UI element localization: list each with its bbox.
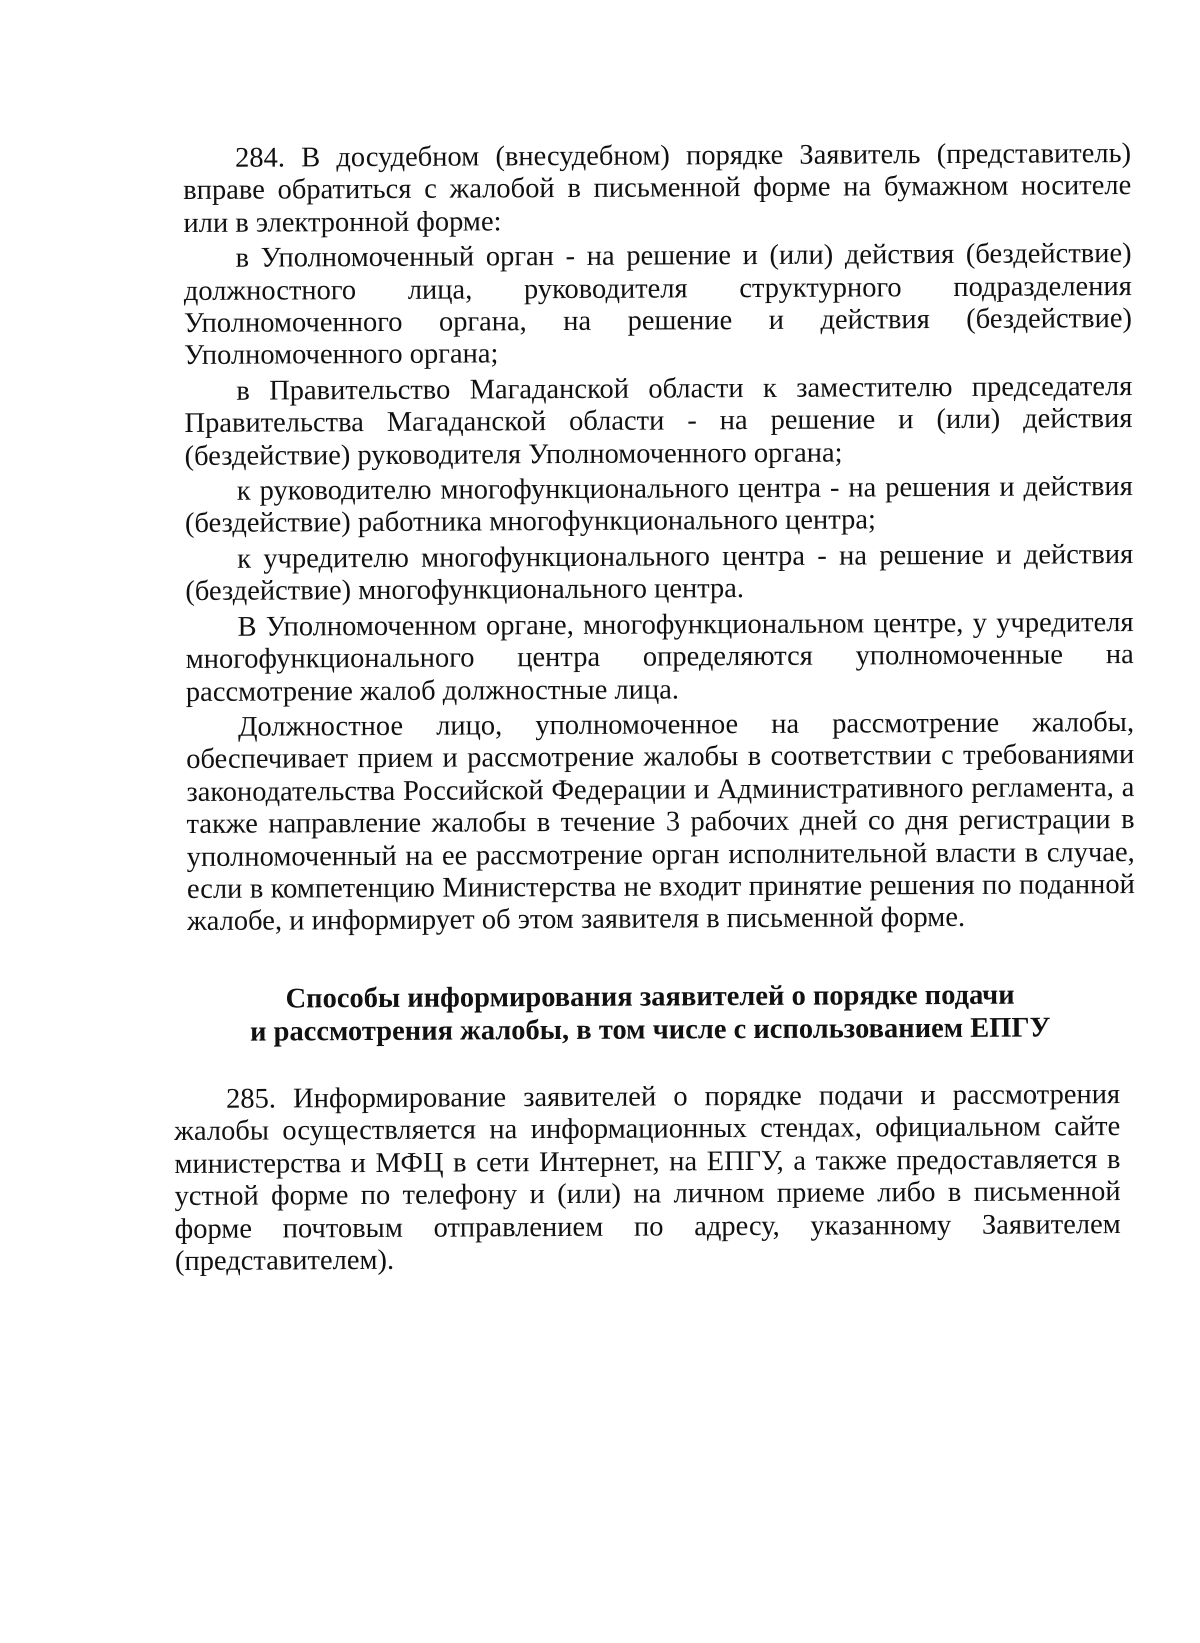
section-heading <box>180 978 1120 1049</box>
paragraph-government: в Правительство Магаданской области к заместителю председателя Правительства Магаданской области - на решение и (или) действия (бездействие) руководителя Уполномоченного органа; <box>184 370 1133 472</box>
paragraph-285: 285. Информирование заявителей о порядке подачи и рассмотрения жалобы осуществляется на информационных стендах, официальном сайте министерства и МФЦ в сети Интернет, на ЕПГУ, а также предоставляется в устной форме по телефону и (или) на личном приеме либо в письменной форме почтовым отправлением по адресу, указанному Заявителем (представителем). <box>174 1079 1121 1278</box>
paragraph-mfc-founder: к учредителю многофункционального центра - на решение и действия (бездействие) многофункционального центра. <box>185 538 1134 608</box>
paragraph-official-duties: Должностное лицо, уполномоченное на рассмотрение жалобы, обеспечивает прием и рассмотрение жалобы в соответствии с требованиями законодательства Российской Федерации и Административного регламента, а также направление жалобы в течение 3 рабочих дней со дня регистрации в уполномоченный на ее рассмотрение орган исполнительной власти в случае, если в компетенцию Министерства не входит принятие решения по поданной жалобе, и информирует об этом заявителя в письменной форме. <box>186 706 1135 938</box>
section-285 <box>174 1079 1121 1278</box>
heading-line-1: Способы информирования заявителей о порядке подачи <box>285 979 1015 1015</box>
paragraph-284-intro: 284. В досудебном (внесудебном) порядке Заявитель (представитель) вправе обратиться с жалобой в письменной форме на бумажном носителе или в электронной форме: <box>183 138 1132 239</box>
paragraph-authorized-body: в Уполномоченный орган - на решение и (или) действия (бездействие) должностного лица, руководителя структурного подразделения Уполномоченного органа, на решение и действия (бездействие) Уполномоченного органа; <box>183 238 1133 372</box>
section-284 <box>183 138 1135 939</box>
heading-line-2: и рассмотрения жалобы, в том числе с использованием ЕПГУ <box>249 1012 1051 1048</box>
paragraph-responsible-officials: В Уполномоченном органе, многофункциональном центре, у учредителя многофункционального центра определяются уполномоченные на рассмотрение жалоб должностные лица. <box>185 606 1134 708</box>
paragraph-mfc-head: к руководителю многофункционального центра - на решения и действия (бездействие) работника многофункционального центра; <box>184 471 1133 540</box>
